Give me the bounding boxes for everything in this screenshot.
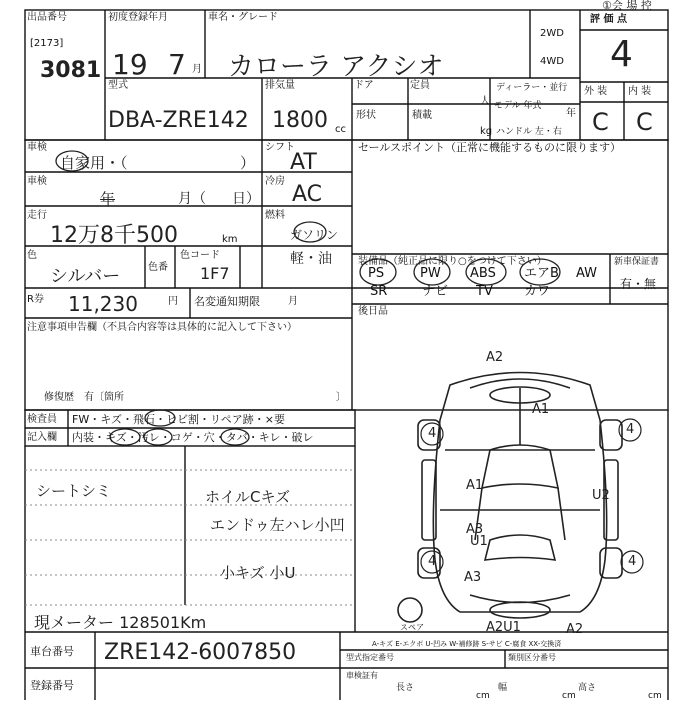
dealer-label: ディーラー・並行 [496,83,568,93]
interior-value: C [636,108,653,136]
mark-a3-left: A3 [466,522,484,537]
shaken-value-end: ） [240,154,256,172]
top-right-text: ①会 場 控 [602,0,652,12]
color-value: シルバー [50,266,121,287]
equip-abs: ABS [470,266,496,281]
type-designation: 型式指定番号 [346,653,394,662]
car-name-label: 車名・グレード [208,12,278,23]
first-reg-label: 初度登録年月 [108,12,168,23]
month-paren: 月（ [178,191,206,207]
cm-unit-2: cm [562,691,576,701]
cm-unit-1: cm [476,691,490,701]
person-unit: 人 [480,96,490,107]
equip-tv: TV [476,284,493,299]
color-num-label: 色番 [148,262,168,273]
legend-line-1: A-キズ E-エクボ U-凹み W-補修跡 S-サビ C-腐食 XX-交換済 [372,640,562,648]
name-change-label: 名変通知期限 [194,295,260,308]
width-label: 幅 [498,683,508,693]
first-reg-value: 19 [112,48,148,81]
equip-sr: SR [370,284,388,299]
shift-label: シフト [265,142,295,153]
warranty-label: 新車保証書 [614,257,660,267]
sales-point-label: セールスポイント（正常に機能するものに限ります） [358,141,622,154]
type-label: 型式 [108,80,128,91]
classification: 類別区分番号 [508,653,556,662]
interior-label: 内 装 [628,86,652,97]
ac-value: AC [292,182,323,207]
load-label: 積載 [412,110,432,121]
ac-label: 冷房 [265,176,285,187]
equip-airbag: エアB [524,266,559,281]
repair-history: 修復歴 有〔箇所 [44,392,124,403]
model-year-label: モデル 年式 [494,101,542,111]
cm-unit-3: cm [648,691,662,701]
score-value: 4 [610,34,633,75]
exterior-value: C [592,108,609,136]
equipment-label: 装備品（純正品に限り○をつけて下さい） [358,256,547,267]
spare-label: スペア [400,623,424,632]
height-label: 高さ [578,683,597,693]
equip-navi: ナビ [422,284,449,299]
mileage-value: 12万8千500 [50,223,178,248]
fuel-gasoline: ガソリン [290,228,339,242]
shaken-value: 自家用・（ [60,154,128,172]
mark-a1-left: A1 [466,478,484,493]
yen-unit: 円 [168,296,178,307]
remark-right-3: 小キズ 小U [220,564,296,582]
recycle-value: 11,230 [68,292,138,316]
lot-number: 3081 [40,58,102,83]
door-label: ドア [354,80,374,91]
type-value: DBA-ZRE142 [108,108,249,133]
shift-value: AT [290,150,317,175]
chassis-value: ZRE142-6007850 [104,640,297,665]
inspector-label: 検査員 [27,414,57,425]
mark-a2u1-rear: A2U1 [486,620,521,635]
year-strike: 年 [100,190,116,208]
drive-2wd: 2WD [540,28,564,39]
mark-4-fl: 4 [428,426,437,441]
fuel-light-oil: 軽・油 [290,251,332,267]
entry-label: 記入欄 [27,432,57,443]
lot-label: 出品番号 [27,12,67,23]
equip-pw: PW [420,266,441,281]
name-change-month: 月 [288,296,298,307]
year-unit: 年 [566,108,576,119]
notes-title: 注意事項申告欄（不具合内容等は具体的に記入して下さい） [27,322,297,333]
equip-leather: カワ [524,284,551,299]
day-paren: 日） [232,191,260,207]
color-code-label: 色コード [180,250,220,261]
cc-unit: cc [335,124,346,135]
mark-u1-left: U1 [470,534,488,549]
equip-aw: AW [576,266,598,281]
handle-label: ハンドル 左・右 [496,127,562,137]
exterior-label: 外 装 [584,86,608,97]
remark-right-1: ホイルCキズ [205,488,291,506]
mark-a2-front: A2 [486,350,504,365]
remark-right-2: エンドゥ左ハレ小凹 [210,516,345,534]
km-unit: km [222,234,238,245]
inspection-label: 車検 [27,176,47,187]
color-code-value: 1F7 [200,264,230,283]
mark-u2-right: U2 [592,488,610,503]
reg-label: 登録番号 [30,679,74,692]
kg-unit: kg [480,126,493,137]
spare-tire [398,598,422,622]
capacity-label: 定員 [410,80,430,91]
displacement-label: 排気量 [265,80,295,91]
mark-4-rr: 4 [628,554,637,569]
warranty-value: 有・無 [620,277,657,291]
aftermarket-label: 後日品 [358,306,388,317]
certificate-label: 車検証有 [346,671,378,680]
drive-4wd: 4WD [540,56,564,67]
lot-small: [2173] [30,38,64,49]
fuel-label: 燃料 [265,210,285,221]
displacement-value: 1800 [272,108,328,133]
recycle-label: R券 [27,294,44,305]
checklist-row1: FW・キズ・飛石・ヒビ割・リペア跡・×要 [72,413,285,426]
shape-label: 形状 [356,110,376,121]
mark-a3-rear: A3 [464,570,482,585]
mileage-label: 走行 [27,210,47,221]
score-label: 評 価 点 [590,14,627,25]
mark-4-fr: 4 [626,422,635,437]
repair-close: 〕 [336,392,346,403]
chassis-label: 車台番号 [30,645,74,658]
month-unit: 月 [192,64,202,75]
remark-left: シートシミ [36,482,112,500]
first-reg-month: 7 [168,48,186,81]
mark-4-rl: 4 [428,554,437,569]
mark-a2-rear: A2 [566,622,584,637]
mark-a1-hood: A1 [532,402,550,417]
length-label: 長さ [396,683,415,693]
equip-ps: PS [368,266,385,281]
color-label: 色 [27,250,37,261]
shaken-label: 車検 [27,142,47,153]
car-name-value: カローラ アクシオ [228,52,444,82]
remark-meter: 現メーター 128501Km [34,613,207,632]
checklist-row2: 内装・キズ・汚レ・コゲ・穴・タバ・キレ・破レ [72,431,314,444]
